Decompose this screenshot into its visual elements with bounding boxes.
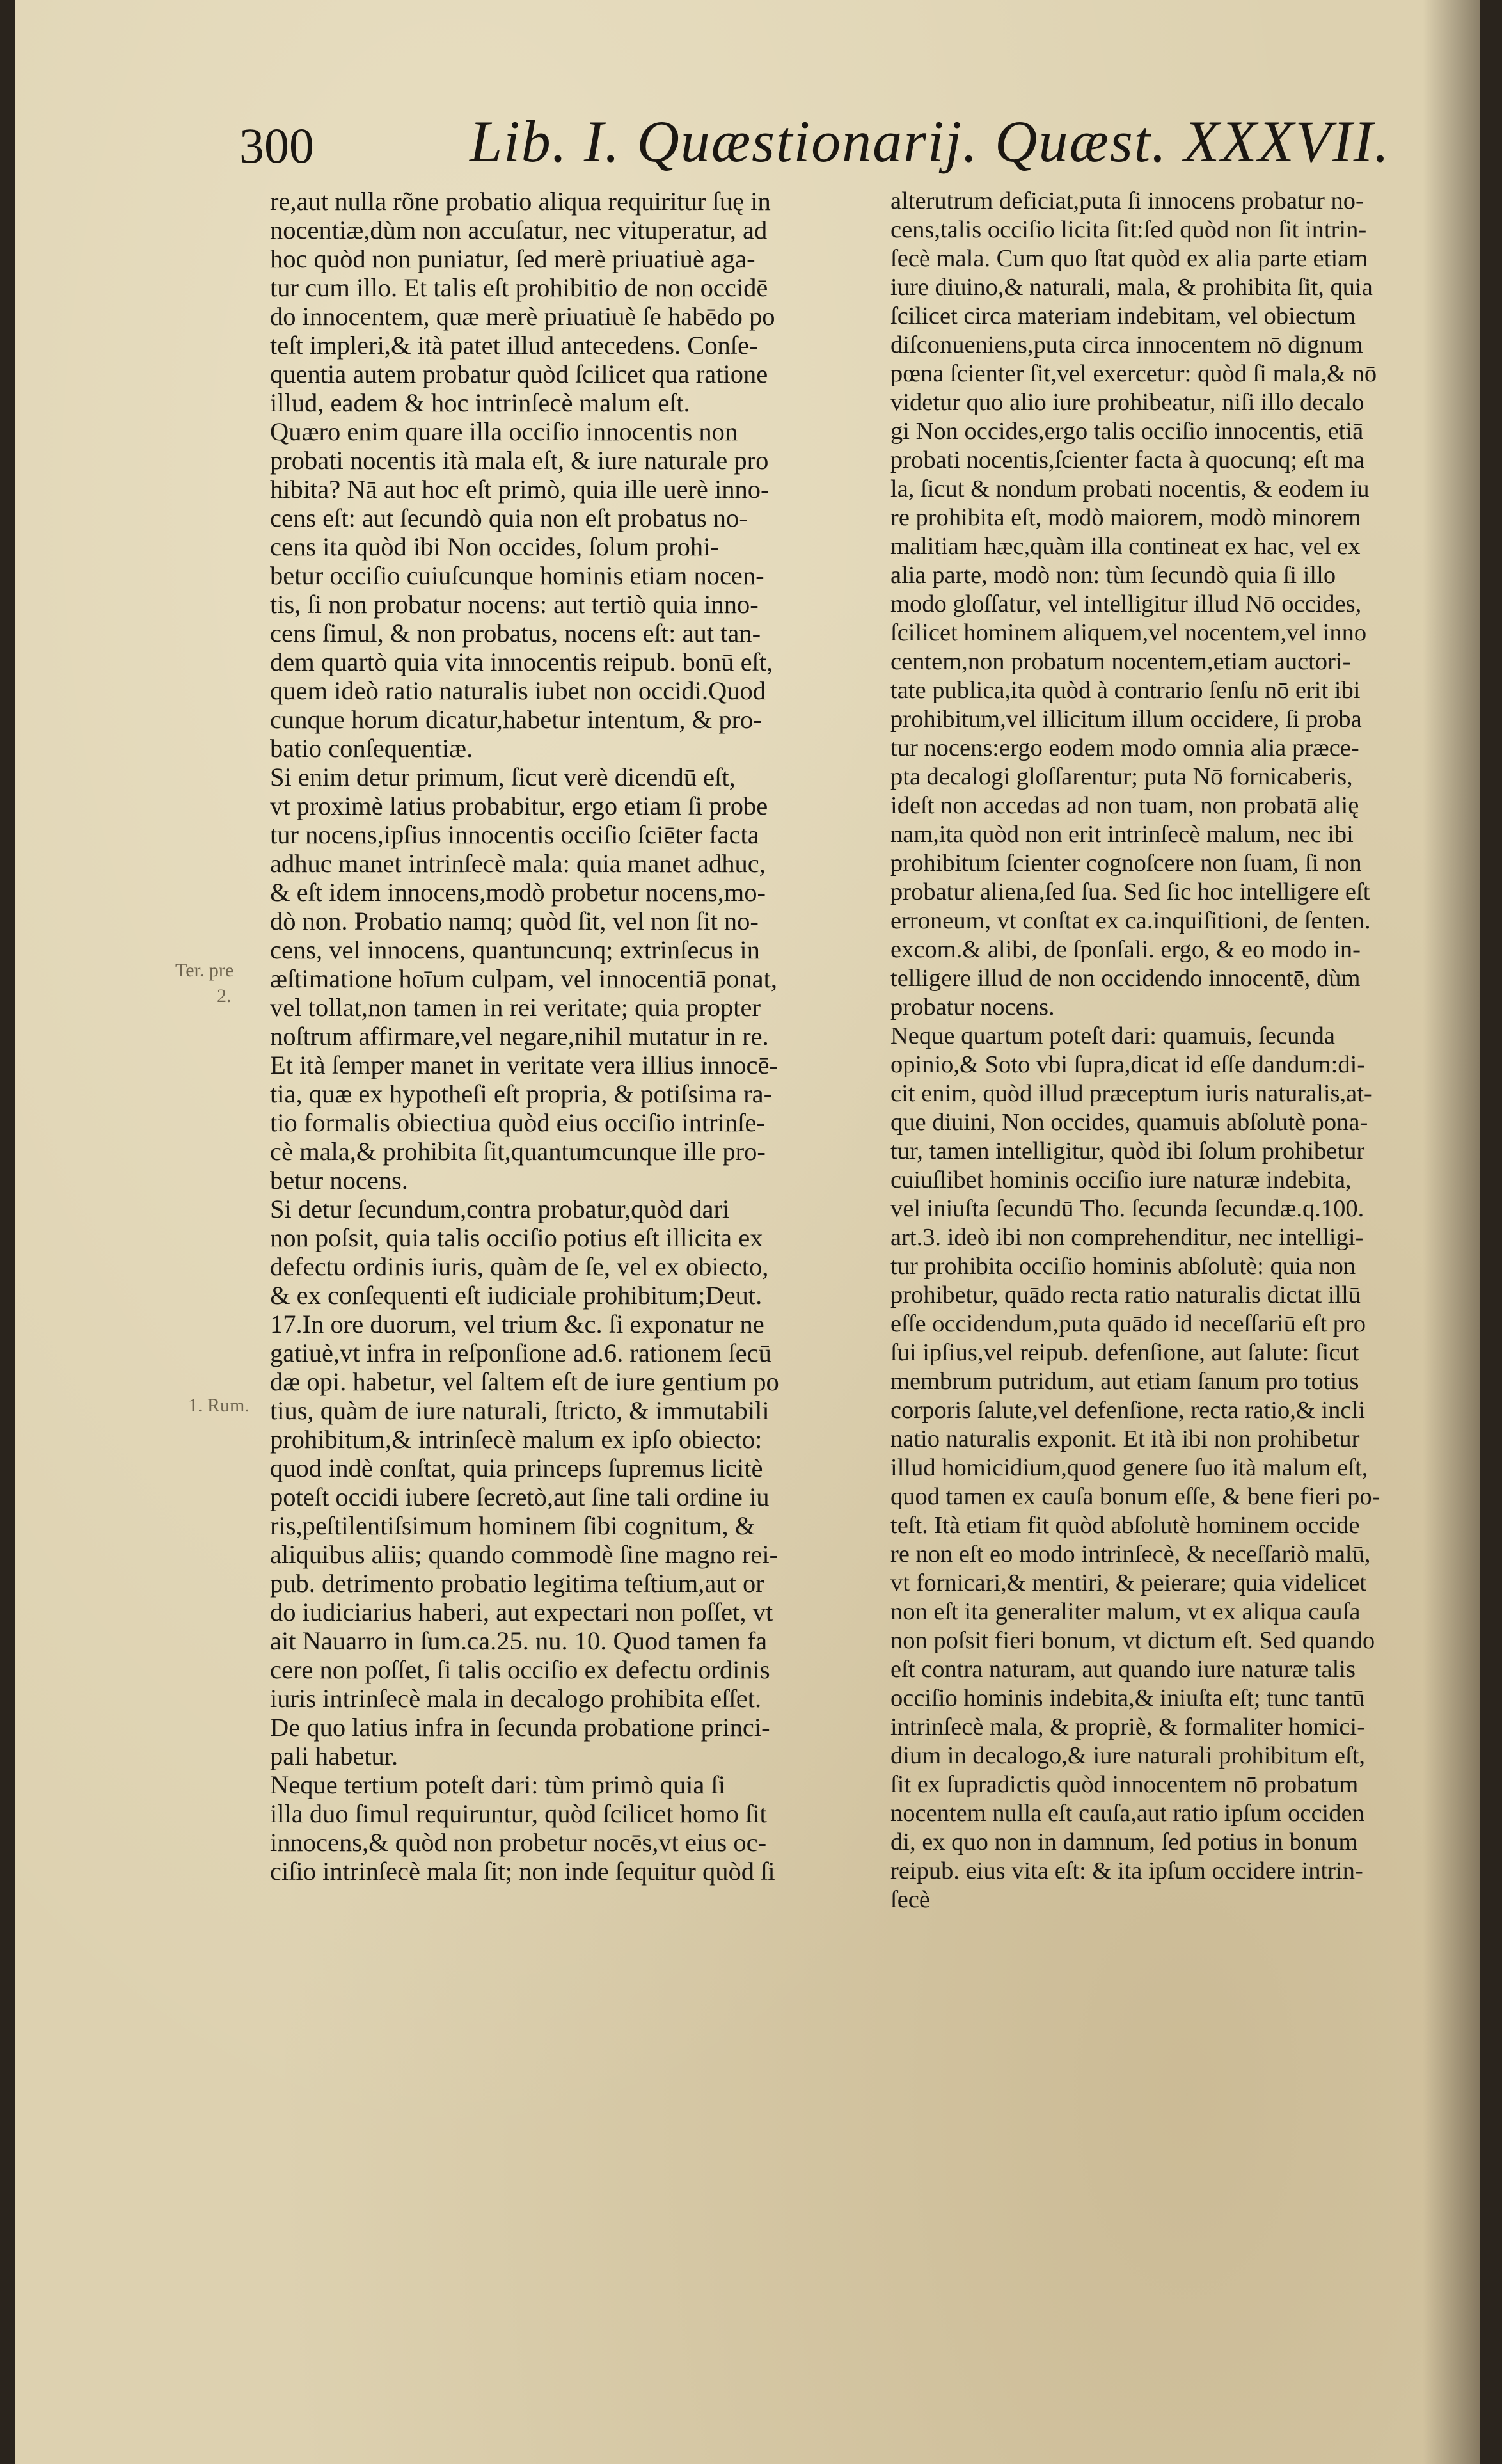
text-line: Et ità ſemper manet in veritate vera illius innocē- <box>270 1051 778 1079</box>
text-line: membrum putridum, aut etiam ſanum pro totius <box>890 1368 1359 1395</box>
text-line: tur cum illo. Et talis eſt prohibitio de non occidē <box>270 273 768 302</box>
marginal-note: Ter. pre <box>175 960 234 981</box>
text-line: cens, vel innocens, quantuncunq; extrinſecus in <box>270 935 760 964</box>
text-line: tur nocens,ipſius innocentis occiſio ſciēter facta <box>270 820 759 849</box>
text-line: vt proximè latius probabitur, ergo etiam ſi probe <box>270 791 768 820</box>
text-line: reipub. eius vita eſt: & ita ipſum occidere intrin- <box>890 1857 1363 1884</box>
text-line: pali habetur. <box>270 1742 399 1770</box>
text-line: telligere illud de non occidendo innocentē, dùm <box>890 965 1361 992</box>
text-line: illud, eadem & hoc intrinſecè malum eſt. <box>270 388 690 417</box>
text-line: tur nocens:ergo eodem modo omnia alia præce- <box>890 735 1359 761</box>
text-line: aliquibus aliis; quando commodè ſine magno rei- <box>270 1540 779 1569</box>
text-line: que diuini, Non occides, quamuis abſolutè pona- <box>890 1109 1368 1136</box>
text-line: do innocentem, quæ merè priuatiuè ſe habēdo po <box>270 302 775 331</box>
text-line: cè mala,& prohibita ſit,quantumcunque ille pro- <box>270 1137 766 1166</box>
page-header <box>239 109 1391 189</box>
text-line: æſtimatione hoīum culpam, vel innocentiā ponat, <box>270 964 777 993</box>
text-line: intrinſecè mala, & propriè, & formaliter homici- <box>890 1713 1365 1740</box>
text-line: diſconueniens,puta circa innocentem nō dignum <box>890 331 1363 358</box>
text-line: cit enim, quòd illud præceptum iuris naturalis,at- <box>890 1080 1372 1107</box>
text-line: quod indè conſtat, quia princeps ſupremus licitè <box>270 1454 763 1482</box>
text-line: gatiuè,vt infra in reſponſione ad.6. rationem ſecū <box>270 1339 771 1367</box>
text-line: erroneum, vt conſtat ex ca.inquiſitioni, de ſenten. <box>890 907 1371 934</box>
text-line: prohibitum,vel illicitum illum occidere, ſi proba <box>890 706 1362 733</box>
text-line: prohibitum ſcienter cognoſcere non ſuam, ſi non <box>890 850 1362 877</box>
text-line: nocentem nulla eſt cauſa,aut ratio ipſum occiden <box>890 1800 1364 1827</box>
text-line: malitiam hæc,quàm illa contineat ex hac, vel ex <box>890 533 1361 560</box>
text-line: art.3. ideò ibi non comprehenditur, nec intelligi- <box>890 1224 1364 1251</box>
text-line: ciſio intrinſecè mala ſit; non inde ſequitur quòd ſi <box>270 1857 775 1886</box>
text-line: dò non. Probatio namq; quòd ſit, vel non ſit no- <box>270 907 759 935</box>
text-line: cunque horum dicatur,habetur intentum, & pro- <box>270 705 762 734</box>
text-line: quod tamen ex cauſa bonum eſſe, & bene fieri po- <box>890 1483 1380 1510</box>
text-line: pub. detrimento probatio legitima teſtium,aut or <box>270 1569 764 1598</box>
text-line: illa duo ſimul requiruntur, quòd ſcilicet homo ſit <box>270 1799 767 1828</box>
text-line: tio formalis obiectiua quòd eius occiſio intrinſe- <box>270 1108 765 1137</box>
text-line: defectu ordinis iuris, quàm de ſe, vel ex obiecto, <box>270 1252 769 1281</box>
text-line: teſt. Ità etiam fit quòd abſolutè hominem occide <box>890 1512 1360 1539</box>
right-text-column <box>890 187 1476 1914</box>
text-line: illud homicidium,quod genere ſuo ità malum eſt, <box>890 1454 1368 1481</box>
text-line: corporis ſalute,vel defenſione, recta ratio,& incli <box>890 1397 1365 1424</box>
text-line: ris,peſtilentiſsimum hominem ſibi cognitum, & <box>270 1511 755 1540</box>
text-line: vt fornicari,& mentiri, & peierare; quia videlicet <box>890 1570 1367 1596</box>
text-line: & eſt idem innocens,modò probetur nocens,mo- <box>270 878 766 907</box>
text-line: vel iniuſta ſecundū Tho. ſecunda ſecundæ.q.100. <box>890 1195 1364 1222</box>
text-line: alia parte, modò non: tùm ſecundò quia ſi illo <box>890 562 1336 589</box>
text-line: betur occiſio cuiuſcunque hominis etiam nocen- <box>270 561 764 590</box>
text-line: teſt impleri,& ità patet illud antecedens. Conſe- <box>270 331 758 360</box>
text-line: tius, quàm de iure naturali, ſtricto, & immutabili <box>270 1396 770 1425</box>
text-line: tur prohibita occiſio hominis abſolutè: quia non <box>890 1253 1356 1280</box>
text-line: quem ideò ratio naturalis iubet non occidi.Quod <box>270 676 766 705</box>
text-line: noſtrum affirmare,vel negare,nihil mutatur in re. <box>270 1022 769 1051</box>
text-line: cens ita quòd ibi Non occides, ſolum prohi- <box>270 532 719 561</box>
text-line: quentia autem probatur quòd ſcilicet qua ratione <box>270 360 768 388</box>
text-line: adhuc manet intrinſecè mala: quia manet adhuc, <box>270 849 766 878</box>
text-line: hibita? Nā aut hoc eſt primò, quia ille uerè inno- <box>270 475 770 504</box>
text-line: cens,talis occiſio licita ſit:ſed quòd non ſit intrin- <box>890 216 1367 243</box>
running-head: Lib. I. Quæstionarij. Quæst. XXXVII. <box>470 109 1391 174</box>
text-line: occiſio hominis indebita,& iniuſta eſt; tunc tantū <box>890 1685 1364 1712</box>
text-line: re non eſt eo modo intrinſecè, & neceſſariò malū, <box>890 1541 1371 1568</box>
text-line: betur nocens. <box>270 1166 408 1195</box>
text-line: probatur nocens. <box>890 994 1055 1021</box>
text-line: probati nocentis ità mala eſt, & iure naturale pro <box>270 446 769 475</box>
text-line: iure diuino,& naturali, mala, & prohibita ſit, quia <box>890 274 1373 301</box>
text-line: eſſe occidendum,puta quādo id neceſſariū eſt pro <box>890 1310 1366 1337</box>
text-line: videtur quo alio iure prohibeatur, niſi illo decalo <box>890 389 1364 416</box>
text-line: probati nocentis,ſcienter facta à quocunq; eſt ma <box>890 447 1364 473</box>
text-line: ſui ipſius,vel reipub. defenſione, aut ſalute: ſicut <box>890 1339 1359 1366</box>
text-line: non eſt ita generaliter malum, vt ex aliqua cauſa <box>890 1598 1361 1625</box>
text-line: ideſt non accedas ad non tuam, non probatā alię <box>890 792 1359 819</box>
text-line: ſcilicet circa materiam indebitam, vel obiectum <box>890 303 1356 330</box>
text-line: ſit ex ſupradictis quòd innocentem nō probatum <box>890 1771 1359 1798</box>
text-line: re prohibita eſt, modò maiorem, modò minorem <box>890 504 1361 531</box>
text-line: re,aut nulla rõne probatio aliqua requiritur ſuę in <box>270 187 771 216</box>
marginal-note: 2. <box>217 985 232 1006</box>
text-line: cens eſt: aut ſecundò quia non eſt probatus no- <box>270 504 748 532</box>
text-line: ſcilicet hominem aliquem,vel nocentem,vel inno <box>890 619 1367 646</box>
text-line: tate publica,ita quòd à contrario ſenſu nō erit ibi <box>890 677 1361 704</box>
text-line: non poſsit, quia talis occiſio potius eſt illicita ex <box>270 1223 763 1252</box>
text-line: do iudiciarius haberi, aut expectari non poſſet, vt <box>270 1598 773 1626</box>
text-line: natio naturalis exponit. Et ità ibi non prohibetur <box>890 1426 1360 1452</box>
text-line: hoc quòd non puniatur, ſed merè priuatiuè aga- <box>270 244 755 273</box>
text-line: pœna ſcienter ſit,vel exercetur: quòd ſi mala,& nō <box>890 360 1377 387</box>
text-line: cuiuſlibet hominis occiſio iure naturæ indebita, <box>890 1166 1352 1193</box>
text-line: ſecè <box>890 1886 930 1913</box>
text-line: eſt contra naturam, aut quando iure naturæ talis <box>890 1656 1356 1683</box>
text-line: cens ſimul, & non probatus, nocens eſt: aut tan- <box>270 619 761 648</box>
text-line: pta decalogi gloſſarentur; puta Nō fornicaberis, <box>890 763 1353 790</box>
text-line: & ex conſequenti eſt iudiciale prohibitum;Deut. <box>270 1281 763 1310</box>
text-line: ſecè mala. Cum quo ſtat quòd ex alia parte etiam <box>890 245 1368 272</box>
page-number: 300 <box>239 118 314 173</box>
text-line: Quæro enim quare illa occiſio innocentis non <box>270 417 738 446</box>
text-line: opinio,& Soto vbi ſupra,dicat id eſſe dandum:di- <box>890 1051 1366 1078</box>
text-line: poteſt occidi iubere ſecretò,aut ſine tali ordine iu <box>270 1482 770 1511</box>
text-line: prohibitum,& intrinſecè malum ex ipſo obiecto: <box>270 1425 763 1454</box>
text-line: nocentiæ,dùm non accuſatur, nec vituperatur, ad <box>270 216 768 244</box>
text-line: Neque quartum poteſt dari: quamuis, ſecunda <box>890 1022 1335 1049</box>
text-line: la, ſicut & nondum probati nocentis, & eodem iu <box>890 475 1370 502</box>
text-line: iuris intrinſecè mala in decalogo prohibita eſſet. <box>270 1684 762 1713</box>
left-text-column <box>270 187 858 1886</box>
text-line: vel tollat,non tamen in rei veritate; quia propter <box>270 993 761 1022</box>
text-line: Neque tertium poteſt dari: tùm primò quia ſi <box>270 1770 725 1799</box>
text-line: modo gloſſatur, vel intelligitur illud Nō occides, <box>890 591 1362 617</box>
text-line: alterutrum deficiat,puta ſi innocens probatur no- <box>890 187 1364 214</box>
text-line: Si detur ſecundum,contra probatur,quòd dari <box>270 1195 730 1223</box>
text-line: dæ opi. habetur, vel ſaltem eſt de iure gentium po <box>270 1367 779 1396</box>
text-line: gi Non occides,ergo talis occiſio innocentis, etiā <box>890 418 1364 445</box>
text-line: probatur aliena,ſed ſua. Sed ſic hoc intelligere eſt <box>890 878 1370 905</box>
text-line: excom.& alibi, de ſponſali. ergo, & eo modo in- <box>890 936 1361 963</box>
text-line: prohibetur, quādo recta ratio naturalis dictat illū <box>890 1282 1361 1308</box>
text-line: non poſsit fieri bonum, vt dictum eſt. Sed quando <box>890 1627 1375 1654</box>
text-line: tia, quæ ex hypotheſi eſt propria, & potiſsima ra- <box>270 1079 773 1108</box>
text-line: nam,ita quòd non erit intrinſecè malum, nec ibi <box>890 821 1354 848</box>
text-line: Si enim detur primum, ſicut verè dicendū eſt, <box>270 763 736 791</box>
text-line: 17.In ore duorum, vel trium &c. ſi exponatur ne <box>270 1310 764 1339</box>
text-line: cere non poſſet, ſi talis occiſio ex defectu ordinis <box>270 1655 770 1684</box>
text-line: batio conſequentiæ. <box>270 734 473 763</box>
marginal-note: 1. Rum. <box>188 1395 249 1416</box>
text-line: dium in decalogo,& iure naturali prohibitum eſt, <box>890 1742 1366 1769</box>
text-line: innocens,& quòd non probetur nocēs,vt eius oc- <box>270 1828 767 1857</box>
text-line: tur, tamen intelligitur, quòd ibi ſolum prohibetur <box>890 1138 1365 1164</box>
text-line: De quo latius infra in ſecunda probatione princi- <box>270 1713 770 1742</box>
book-page <box>15 0 1480 2464</box>
text-line: centem,non probatum nocentem,etiam auctori- <box>890 648 1351 675</box>
text-line: di, ex quo non in damnum, ſed potius in bonum <box>890 1829 1358 1856</box>
text-line: dem quartò quia vita innocentis reipub. bonū eſt, <box>270 648 773 676</box>
text-line: ait Nauarro in ſum.ca.25. nu. 10. Quod tamen fa <box>270 1626 768 1655</box>
text-line: tis, ſi non probatur nocens: aut tertiò quia inno- <box>270 590 759 619</box>
